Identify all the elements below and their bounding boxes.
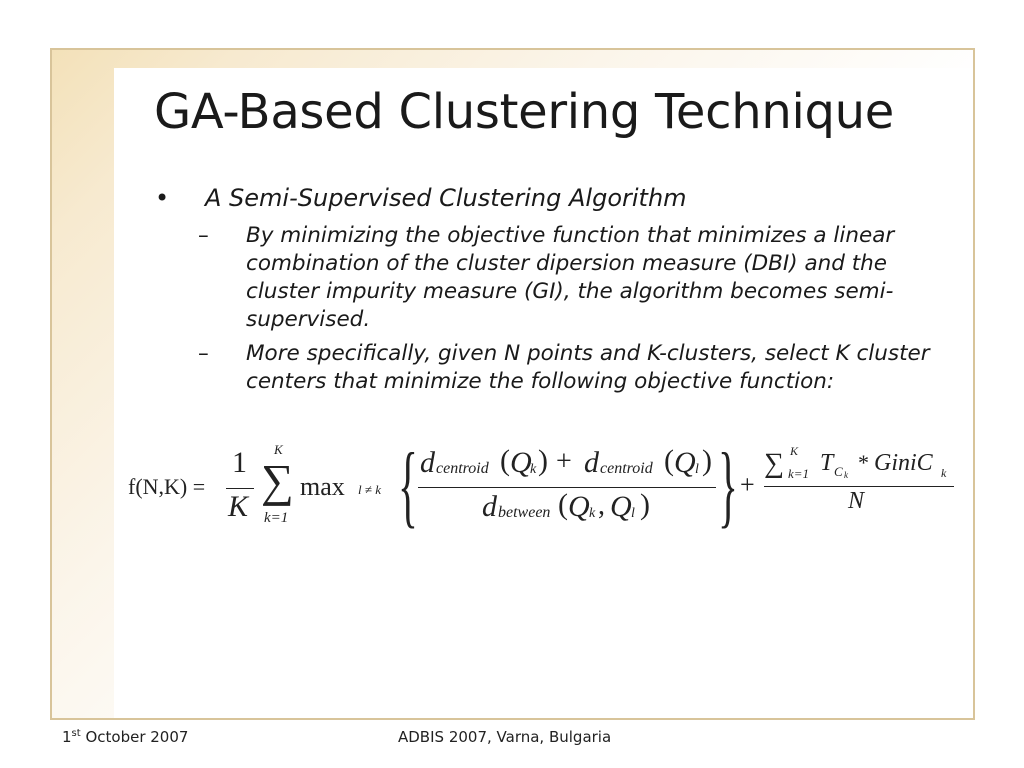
close-paren: ) <box>538 444 548 477</box>
q-symbol: Q <box>510 446 532 479</box>
n-denominator: N <box>848 488 865 514</box>
fraction-bar <box>764 486 954 487</box>
max-operator: max <box>300 472 345 501</box>
plus-sign: + <box>740 470 755 499</box>
close-paren: ) <box>702 444 712 477</box>
q-symbol: Q <box>674 446 696 479</box>
t-subscript: C <box>834 464 843 479</box>
q-subscript: l <box>631 506 635 521</box>
frac-denominator: K <box>228 490 249 523</box>
sum-upper-limit: K <box>274 442 283 457</box>
open-paren: ( <box>500 444 510 477</box>
sum-symbol: ∑ <box>261 455 294 506</box>
dash-marker: – <box>198 223 209 248</box>
main-bullet-text: A Semi-Supervised Clustering Algorithm <box>205 184 687 212</box>
frac-numerator: 1 <box>232 446 247 479</box>
close-paren: ) <box>640 488 650 521</box>
centroid-subscript: centroid <box>600 460 653 477</box>
formula-lhs: f(N,K) = <box>128 474 206 499</box>
sum-symbol-small: ∑ <box>764 448 784 479</box>
sum-lower-limit: k=1 <box>264 510 289 526</box>
q-subscript: k <box>530 462 537 477</box>
q-subscript: k <box>589 506 596 521</box>
slide-title: GA-Based Clustering Technique <box>154 84 895 140</box>
sum-lower-limit: k=1 <box>788 466 810 481</box>
sum-upper-limit: K <box>790 444 799 458</box>
centroid-subscript: centroid <box>436 460 489 477</box>
frac-bar <box>226 488 254 489</box>
t-symbol: T <box>820 450 834 476</box>
d-symbol: d <box>482 490 497 523</box>
max-subscript: l ≠ k <box>358 482 382 497</box>
sub-bullet-text: By minimizing the objective function that minimizes a linear combination of the cluster dipersion measure (DBI) and the cluster impurity measure (GI), the algorithm becomes semi-supervised. <box>246 223 895 332</box>
footer-date: 1st October 2007 <box>62 728 189 746</box>
d-symbol: d <box>420 446 435 479</box>
open-paren: ( <box>558 488 568 521</box>
gini-subscript: k <box>941 466 947 480</box>
t-subsubscript: k <box>844 470 848 480</box>
right-brace: } <box>718 434 738 536</box>
d-symbol: d <box>584 446 599 479</box>
sub-bullet-text: More specifically, given N points and K-clusters, select K cluster centers that minimize the following objective function: <box>246 341 930 394</box>
objective-function-formula <box>128 434 958 540</box>
left-brace: { <box>398 434 418 536</box>
bullet-marker: • <box>155 184 170 212</box>
between-subscript: between <box>498 504 551 521</box>
open-paren: ( <box>664 444 674 477</box>
footer-conference: ADBIS 2007, Varna, Bulgaria <box>398 728 612 746</box>
q-subscript: l <box>695 462 699 477</box>
gini-symbol: GiniC <box>874 450 933 476</box>
multiply-star: * <box>858 450 869 475</box>
plus-sign: + <box>556 446 572 477</box>
comma: , <box>598 490 605 521</box>
q-symbol: Q <box>610 490 632 523</box>
q-symbol: Q <box>568 490 590 523</box>
dash-marker: – <box>198 341 209 366</box>
